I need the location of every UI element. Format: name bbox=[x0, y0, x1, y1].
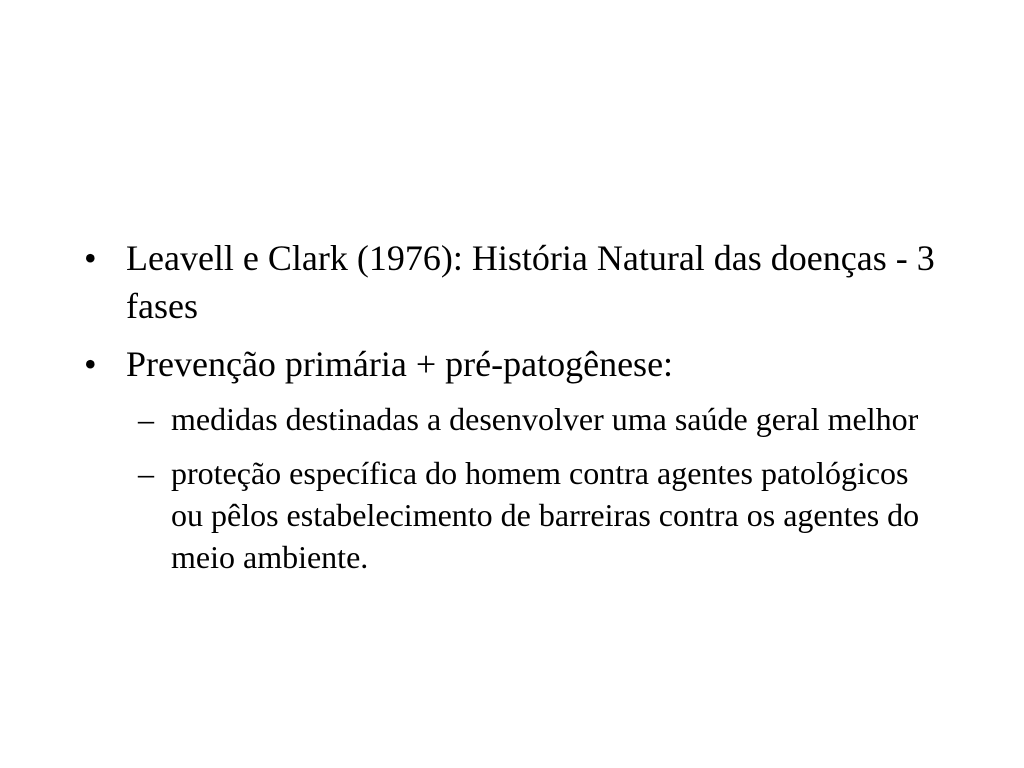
bullet-item-leavell-clark bbox=[84, 234, 964, 330]
bullet-marker: • bbox=[84, 344, 97, 384]
sub-bullet-text: proteção específica do homem contra agentes patológicos ou pêlos estabelecimento de barreiras contra os agentes do meio ambiente. bbox=[171, 455, 920, 575]
sub-bullet-text: medidas destinadas a desenvolver uma saúde geral melhor bbox=[171, 401, 919, 437]
bullet-list bbox=[84, 234, 964, 590]
bullet-text: Leavell e Clark (1976): História Natural das doenças - 3 fases bbox=[126, 238, 935, 326]
dash-marker: – bbox=[138, 455, 154, 491]
bullet-text: Prevenção primária + pré-patogênese: bbox=[126, 344, 674, 384]
bullet-marker: • bbox=[84, 238, 97, 278]
sub-bullet-item-medidas bbox=[138, 398, 931, 440]
dash-marker: – bbox=[138, 401, 154, 437]
sub-bullet-item-protecao bbox=[138, 452, 931, 578]
bullet-item-prevencao-primaria bbox=[84, 340, 964, 388]
